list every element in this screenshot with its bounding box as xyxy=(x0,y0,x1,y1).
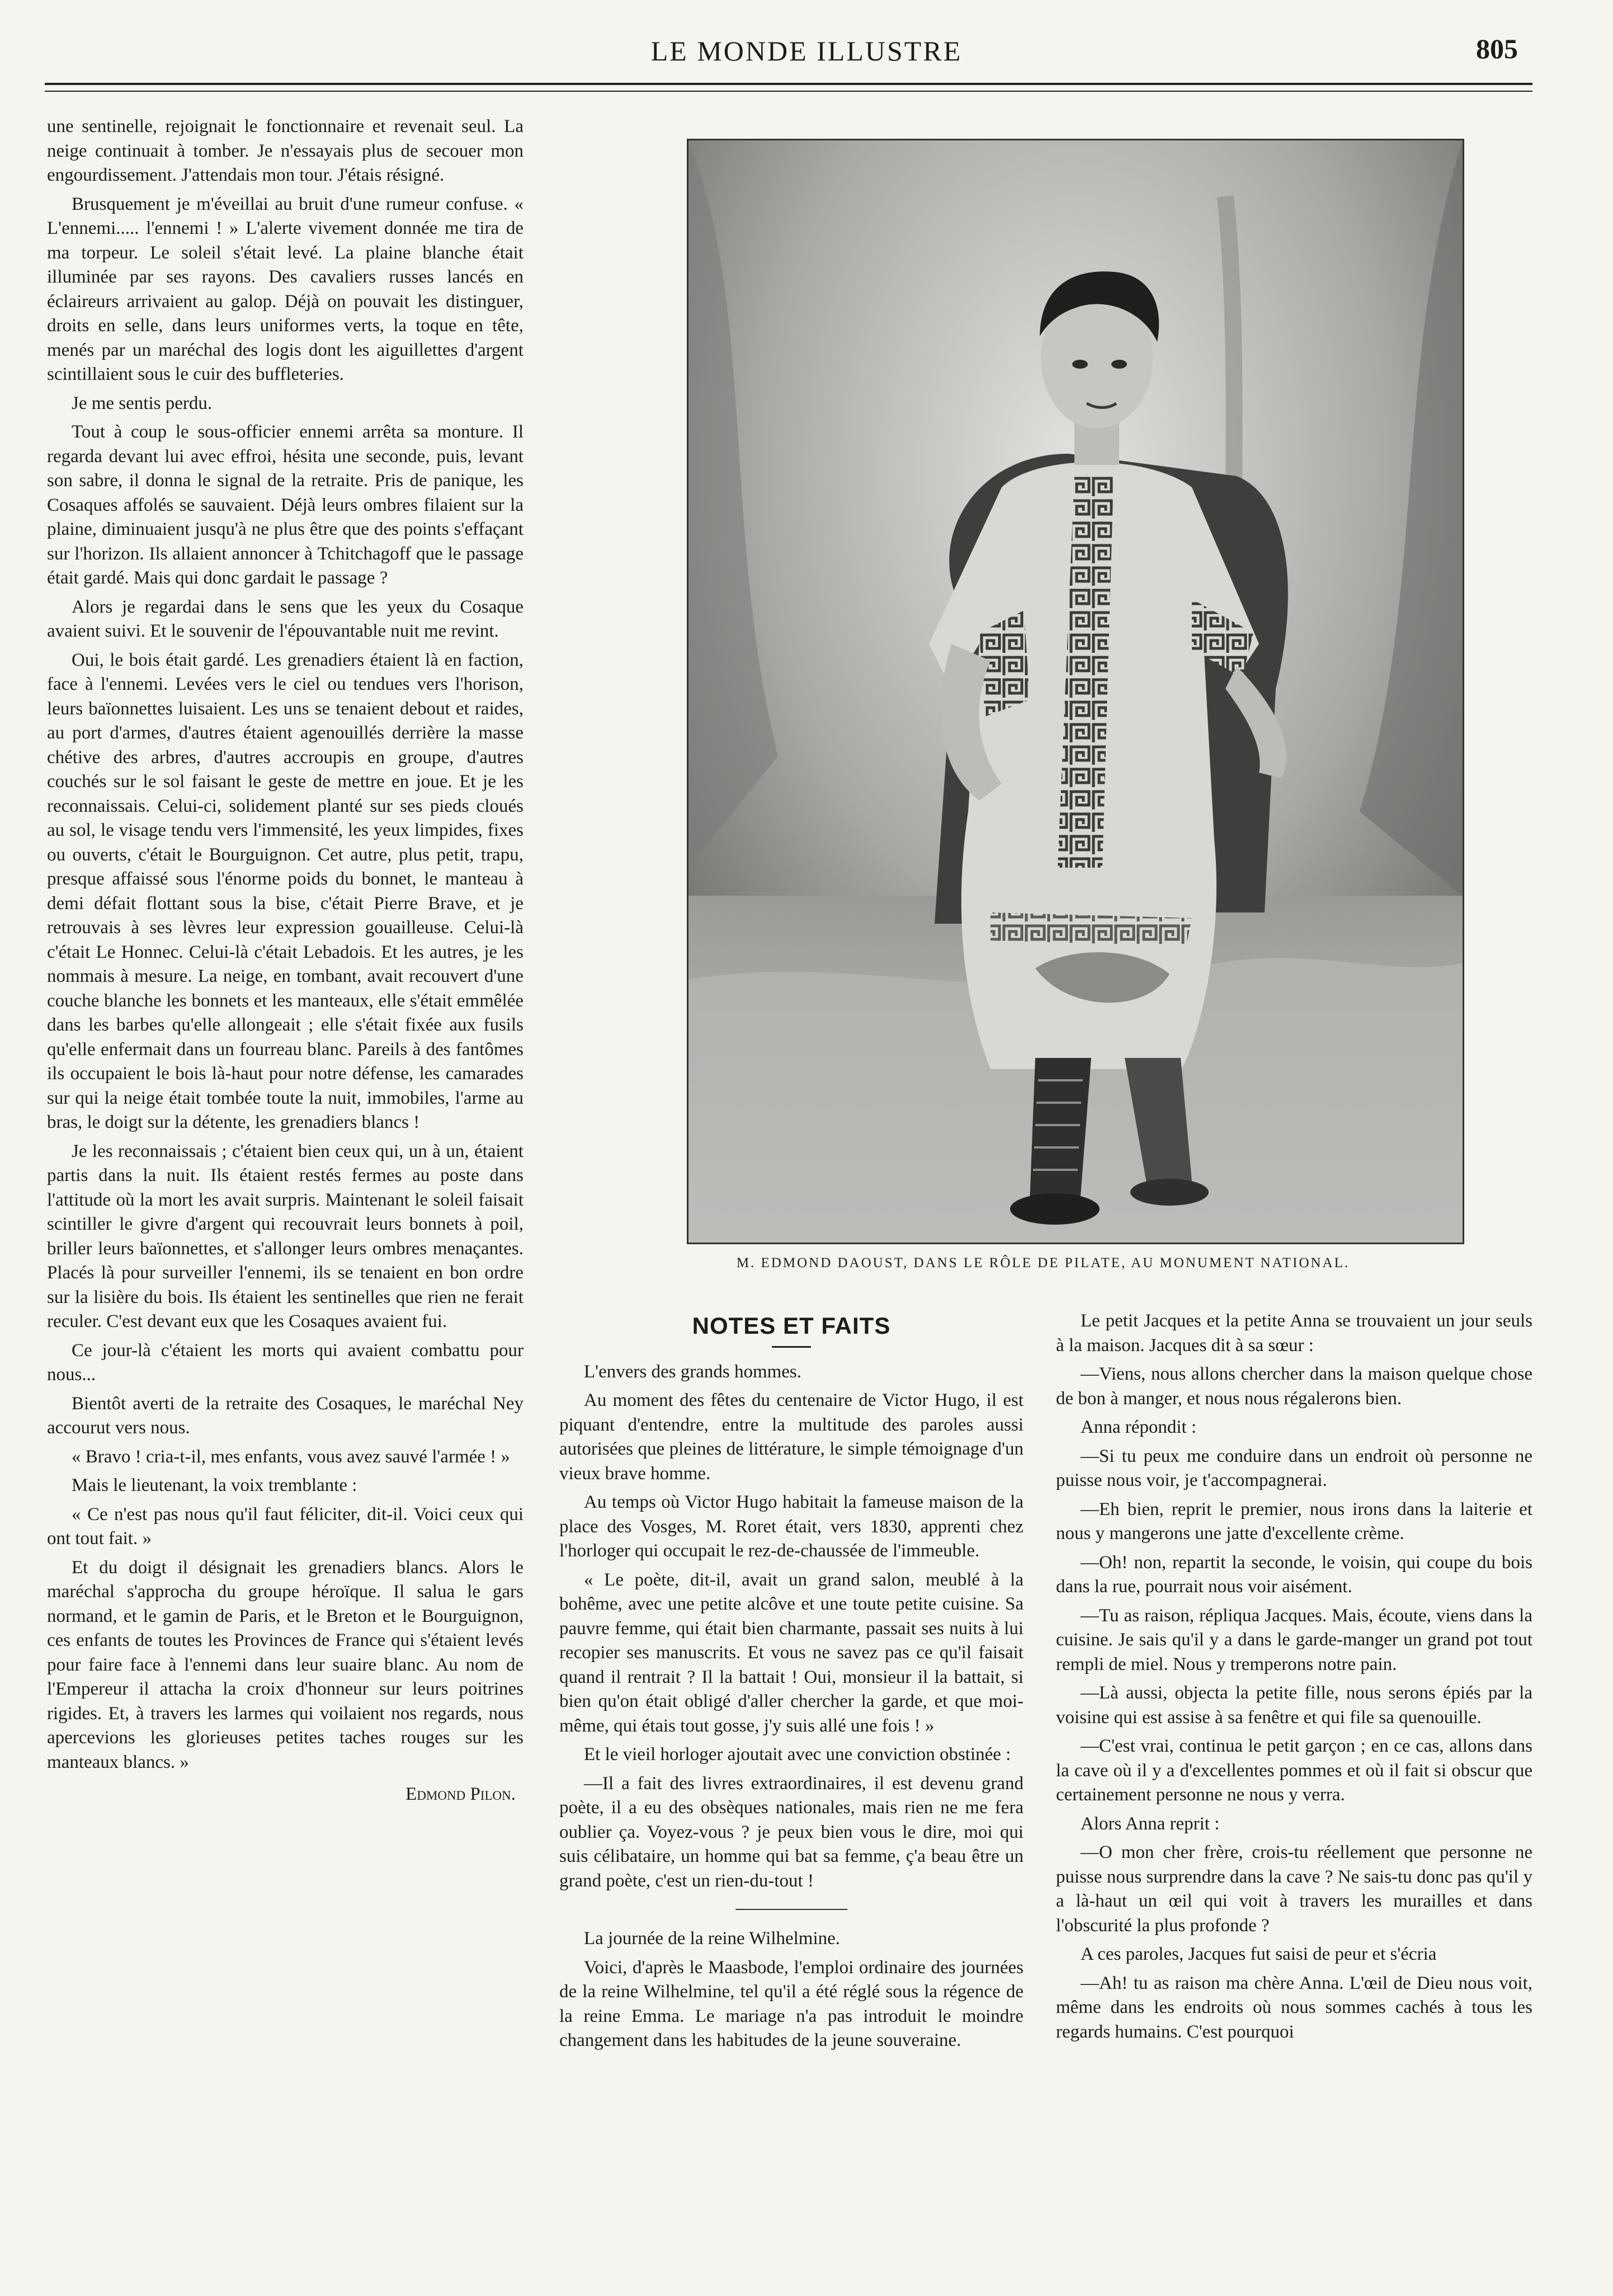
header-rule-thin xyxy=(45,91,1532,92)
story-paragraph: Ce jour-là c'étaient les morts qui avaient combattu pour nous... xyxy=(47,1340,523,1385)
item-paragraph: Voici, d'après le Maasbode, l'emploi ordinaire des journées de la reine Wilhelmine, tel qu'il a été réglé sous la régence de la reine Emma. Le mariage n'a pas introduit le moindre changement dans les habitudes de la jeune souveraine. xyxy=(559,1957,1024,2050)
notes-et-faits-column xyxy=(559,1314,1024,2231)
story-paragraph: Brusquement je m'éveillai au bruit d'une rumeur confuse. « L'ennemi..... l'ennemi ! » L'alerte vivement donnée me tira de ma torpeur. Le soleil s'était levé. La plaine blanche était illuminée par ses rayons. Des cavaliers russes lancés en éclaireurs arrivaient au galop. Déjà on pouvait les distinguer, droits en selle, dans leurs uniformes verts, la toque en tête, menés par un maréchal des logis dont les aiguillettes d'argent scintillaient sous le cuir des buffleteries. xyxy=(47,194,523,384)
header-rule-thick xyxy=(45,83,1532,85)
jacques-anna-column xyxy=(1056,1309,1532,2232)
story-paragraph: —Viens, nous allons chercher dans la maison quelque chose de bon à manger, et nous nous régalerons bien. xyxy=(1056,1364,1532,1409)
item-paragraph: Au moment des fêtes du centenaire de Victor Hugo, il est piquant d'entendre, entre la multitude des paroles aussi autorisées que pleines de littérature, le simple témoignage d'un vieux brave homme. xyxy=(559,1390,1024,1484)
story-paragraph: —C'est vrai, continua le petit garçon ; en ce cas, allons dans la cave où il y a d'excellentes pommes et où il fait si obscur que certainement personne ne nous y verra. xyxy=(1056,1736,1532,1805)
story-paragraph: —Eh bien, reprit le premier, nous irons dans la laiterie et nous y mangerons une jatte d'excellente crème. xyxy=(1056,1499,1532,1544)
photo-caption: M. EDMOND DAOUST, DANS LE RÔLE DE PILATE, AU MONUMENT NATIONAL. xyxy=(736,1255,1350,1271)
item-heading: L'envers des grands hommes. xyxy=(584,1361,802,1382)
story-paragraph: Et du doigt il désignait les grenadiers blancs. Alors le maréchal s'approcha du groupe héroïque. Il salua le gars normand, et le gamin de Paris, et le Breton et le Bourguignon, ces enfants de toutes les Provinces de France qui s'étaient levés pour faire face à l'ennemi dans leur suaire blanc. Au nom de l'Empereur il attacha la croix d'honneur sur leurs poitrines rigides. Et, à travers les larmes qui voilaient nos regards, nous apercevions les glorieuses petites taches rouges sur les manteaux blancs. » xyxy=(47,1557,523,1772)
author-signature: Edmond Pilon. xyxy=(405,1784,516,1804)
story-paragraph: Tout à coup le sous-officier ennemi arrêta sa monture. Il regarda devant lui avec effroi, hésita une seconde, puis, levant son sabre, il donna le signal de la retraite. Pris de panique, les Cosaques affolés se sauvaient. Déjà leurs ombres filaient sur la plaine, diminuaient jusqu'à ne plus être que des points s'effaçant sur l'horizon. Ils allaient annoncer à Tchitchagoff que le passage était gardé. Mais qui donc gardait le passage ? xyxy=(47,422,523,588)
story-paragraph: Mais le lieutenant, la voix tremblante : xyxy=(72,1475,357,1495)
story-paragraph: Anna répondit : xyxy=(1081,1417,1197,1437)
story-paragraph: Alors Anna reprit : xyxy=(1081,1813,1220,1834)
page-number: 805 xyxy=(1476,33,1518,64)
story-paragraph: Oui, le bois était gardé. Les grenadiers étaient là en faction, face à l'ennemi. Levées vers le ciel ou tendues vers l'horison, leurs baïonnettes luisaient. Les uns se tenaient debout et raides, au port d'armes, d'autres étaient agenouillés derrière la masse chétive des arbres, d'autres accroupis en groupe, d'autres couchés sur le sol faisant le geste de mettre en joue. Et je les reconnaissais. Celui-ci, solidement planté sur ses pieds cloués au sol, le visage tendu vers l'immensité, les yeux limpides, fixes ou ouverts, c'était le Bourguignon. Cet autre, plus petit, trapu, presque affaissé sous l'énorme poids du bonnet, le manteau à demi défait flottant sous la bise, c'était Pierre Brave, et je retrouvais à ses lèvres leur expression gouailleuse. Celui-là c'était Le Honnec. Celui-là c'était Lebadois. Et les autres, je les nommais à mesure. La neige, en tombant, avait recouvert d'une couche blanche les bonnets et les manteaux, elle s'était emmêlée dans les barbes qu'elle allongeait ; elle s'était fixée aux fusils qu'elle enfermait dans un fourreau blanc. Pareils à des fantômes ils occupaient le bois là-haut pour notre défense, les camarades sur qui la neige était tombée toute la nuit, immobiles, l'arme au bras, le doigt sur la détente, les grenadiers blancs ! xyxy=(47,650,523,1132)
section-divider xyxy=(735,1909,847,1910)
story-paragraph: « Ce n'est pas nous qu'il faut féliciter, dit-il. Voici ceux qui ont tout fait. » xyxy=(47,1504,523,1549)
story-paragraph: A ces paroles, Jacques fut saisi de peur et s'écria xyxy=(1081,1944,1437,1964)
title-rule xyxy=(772,1346,811,1348)
story-paragraph: une sentinelle, rejoignait le fonctionnaire et revenait seul. La neige continuait à tomber. Je n'essayais plus de secouer mon engourdissement. J'attendais mon tour. J'étais résigné. xyxy=(47,116,523,185)
masthead-title: LE MONDE ILLUSTRE xyxy=(650,35,963,67)
item-paragraph: « Le poète, dit-il, avait un grand salon, meublé à la bohême, avec une petite alcôve et une toute petite cuisine. Sa pauvre femme, qui était bien charmante, passait ses nuits à lui recopier ses manuscrits. Et vous ne savez pas ce qu'il faisait quand il rentrait ? Il la battait ! Oui, monsieur il la battait, si bien qu'on était obligé d'aller chercher la garde, et que moi-même, qui étais tout gosse, j'y suis allé une fois ! » xyxy=(559,1569,1024,1736)
story-column xyxy=(47,115,523,2179)
story-paragraph: —Oh! non, repartit la seconde, le voisin, qui coupe du bois dans la rue, pourrait nous voir aisément. xyxy=(1056,1552,1532,1597)
story-paragraph: Bientôt averti de la retraite des Cosaques, le maréchal Ney accourut vers nous. xyxy=(47,1393,523,1438)
story-paragraph: Je les reconnaissais ; c'étaient bien ceux qui, un à un, étaient partis dans la nuit. Ils étaient restés fermes au poste dans l'attitude où la mort les avait surpris. Maintenant le soleil faisait scintiller le givre d'argent qui recouvrait leurs bonnets à poil, briller leurs baïonnettes, et s'allonger leurs ombres menaçantes. Placés là pour surveiller l'ennemi, ils se tenaient en bon ordre sur la lisière du bois. Ils étaient les sentinelles que rien ne ferait reculer. C'est devant eux que les Cosaques avaient fui. xyxy=(47,1141,523,1332)
item-paragraph: —Il a fait des livres extraordinaires, il est devenu grand poète, il a eu des obsèques nationales, mais rien ne me fera oublier ça. Voyez-vous ? je peux bien vous le dire, moi qui suis célibataire, un homme qui bat sa femme, ç'a beau être un grand poète, c'est un rien-du-tout ! xyxy=(559,1773,1024,1891)
actor-figure-illustration xyxy=(688,140,1463,1243)
item-paragraph: Et le vieil horloger ajoutait avec une conviction obstinée : xyxy=(584,1744,1011,1765)
story-paragraph: Alors je regardai dans le sens que les yeux du Cosaque avaient suivi. Et le souvenir de l'épouvantable nuit me revint. xyxy=(47,596,523,641)
story-paragraph: « Bravo ! cria-t-il, mes enfants, vous avez sauvé l'armée ! » xyxy=(72,1446,510,1467)
story-paragraph: Le petit Jacques et la petite Anna se trouvaient un jour seuls à la maison. Jacques dit à sa sœur : xyxy=(1056,1311,1532,1356)
story-paragraph: Je me sentis perdu. xyxy=(72,393,213,413)
item-paragraph: Au temps où Victor Hugo habitait la fameuse maison de la place des Vosges, M. Roret était, vers 1830, apprenti chez l'horloger qui occupait le rez-de-chaussée de l'immeuble. xyxy=(559,1492,1024,1561)
story-paragraph: —Si tu peux me conduire dans un endroit où personne ne puisse nous voir, je t'accompagnerai. xyxy=(1056,1446,1532,1490)
story-paragraph: —O mon cher frère, crois-tu réellement que personne ne puisse nous surprendre dans la cave ? Ne sais-tu donc pas qu'il y a là-haut un œil qui voit à travers les murailles et dans l'obscurité la plus profonde ? xyxy=(1056,1842,1532,1936)
actor-photograph xyxy=(687,139,1464,1244)
story-paragraph: —Là aussi, objecta la petite fille, nous serons épiés par la voisine qui est assise à sa fenêtre et qui file sa quenouille. xyxy=(1056,1683,1532,1728)
story-paragraph: —Tu as raison, répliqua Jacques. Mais, écoute, viens dans la cuisine. Je sais qu'il y a dans le garde-manger un grand pot tout rempli de miel. Nous y tremperons notre pain. xyxy=(1056,1605,1532,1674)
story-paragraph: —Ah! tu as raison ma chère Anna. L'œil de Dieu nous voit, même dans les endroits où nous sommes cachés à tous les regards humains. C'est pourquoi xyxy=(1056,1973,1532,2042)
section-title: NOTES ET FAITS xyxy=(692,1314,891,1339)
item-heading: La journée de la reine Wilhelmine. xyxy=(584,1928,841,1949)
